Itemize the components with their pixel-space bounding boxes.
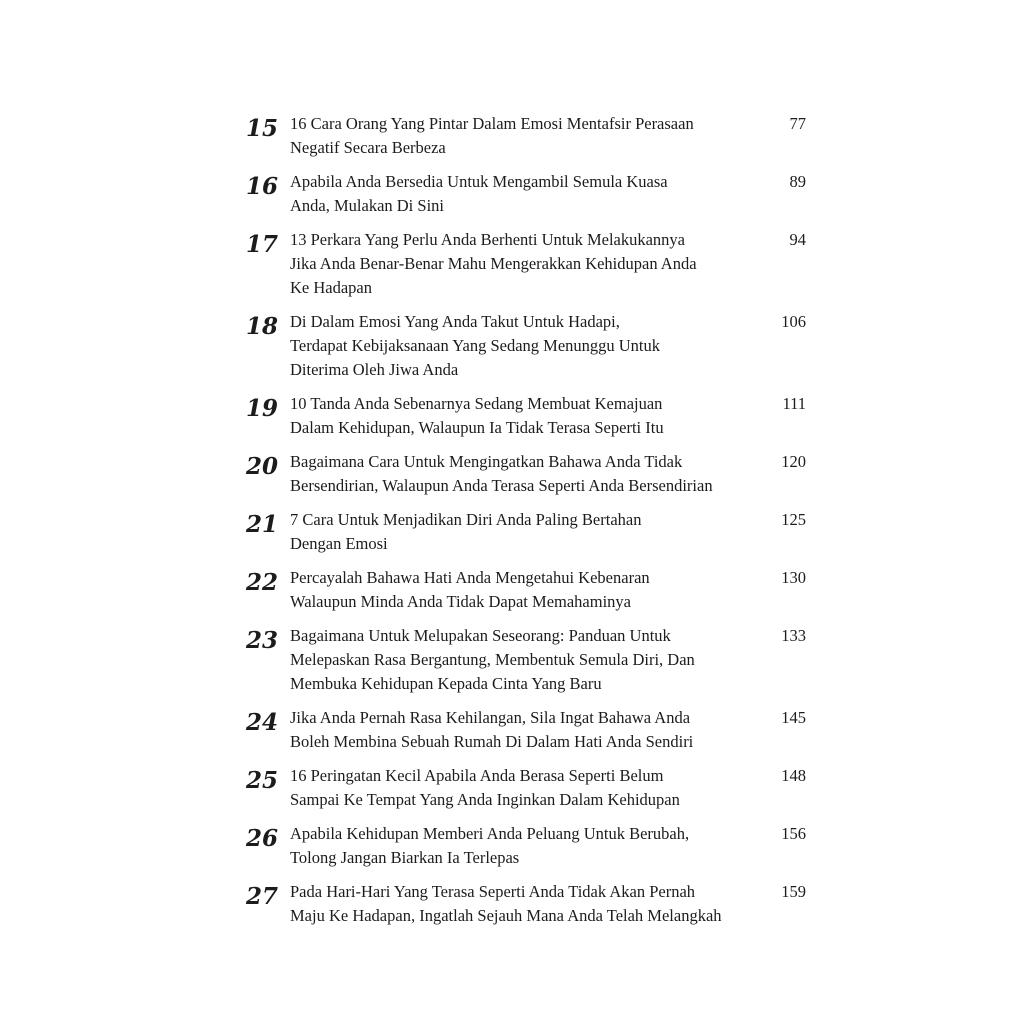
chapter-title	[290, 822, 762, 870]
chapter-title	[290, 170, 762, 218]
chapter-number: 22	[246, 569, 279, 596]
chapter-title-line: Diterima Oleh Jiwa Anda	[290, 360, 459, 379]
chapter-title	[290, 880, 762, 928]
chapter-number: 17	[246, 231, 279, 258]
page-number: 145	[781, 708, 806, 727]
chapter-title	[290, 764, 762, 812]
chapter-title-line: Anda, Mulakan Di Sini	[290, 196, 444, 215]
page-number: 133	[781, 626, 806, 645]
chapter-title-line: 16 Peringatan Kecil Apabila Anda Berasa Seperti Belum	[290, 766, 664, 785]
page-number: 94	[789, 230, 806, 249]
chapter-title-line: Apabila Anda Bersedia Untuk Mengambil Semula Kuasa	[290, 172, 668, 191]
toc-entry-27	[246, 880, 806, 928]
toc-entry-25	[246, 764, 806, 812]
chapter-number: 16	[246, 173, 279, 200]
toc-entry-21	[246, 508, 806, 556]
toc-entry-23	[246, 624, 806, 696]
chapter-title-line: Dengan Emosi	[290, 534, 388, 553]
chapter-title	[290, 392, 762, 440]
chapter-title-line: Bagaimana Cara Untuk Mengingatkan Bahawa Anda Tidak	[290, 452, 683, 471]
chapter-number: 18	[246, 313, 279, 340]
chapter-title-line: 16 Cara Orang Yang Pintar Dalam Emosi Mentafsir Perasaan	[290, 114, 694, 133]
chapter-number: 19	[246, 395, 279, 422]
chapter-title-line: Apabila Kehidupan Memberi Anda Peluang Untuk Berubah,	[290, 824, 690, 843]
toc-entry-24	[246, 706, 806, 754]
chapter-title	[290, 624, 762, 696]
toc-entry-17	[246, 228, 806, 300]
chapter-title-line: Dalam Kehidupan, Walaupun Ia Tidak Terasa Seperti Itu	[290, 418, 664, 437]
chapter-number: 26	[246, 825, 279, 852]
chapter-title	[290, 566, 762, 614]
page-number: 89	[789, 172, 806, 191]
chapter-number: 21	[246, 511, 279, 538]
page-number: 77	[789, 114, 806, 133]
page-number: 148	[781, 766, 806, 785]
chapter-number: 20	[246, 453, 279, 480]
table-of-contents	[246, 112, 806, 938]
chapter-number: 15	[246, 115, 279, 142]
chapter-title-line: 10 Tanda Anda Sebenarnya Sedang Membuat Kemajuan	[290, 394, 663, 413]
page-number: 111	[782, 394, 806, 413]
chapter-title-line: Bagaimana Untuk Melupakan Seseorang: Panduan Untuk	[290, 626, 671, 645]
chapter-title-line: Tolong Jangan Biarkan Ia Terlepas	[290, 848, 520, 867]
chapter-title	[290, 112, 762, 160]
page-number: 159	[781, 882, 806, 901]
chapter-title-line: Melepaskan Rasa Bergantung, Membentuk Semula Diri, Dan	[290, 650, 695, 669]
chapter-title	[290, 450, 762, 498]
chapter-title-line: 7 Cara Untuk Menjadikan Diri Anda Paling Bertahan	[290, 510, 642, 529]
toc-entry-26	[246, 822, 806, 870]
chapter-title-line: Walaupun Minda Anda Tidak Dapat Memahaminya	[290, 592, 631, 611]
toc-entry-16	[246, 170, 806, 218]
page-number: 130	[781, 568, 806, 587]
chapter-title-line: Membuka Kehidupan Kepada Cinta Yang Baru	[290, 674, 602, 693]
chapter-number: 27	[246, 883, 279, 910]
chapter-title-line: 13 Perkara Yang Perlu Anda Berhenti Untuk Melakukannya	[290, 230, 686, 249]
chapter-title	[290, 310, 762, 382]
chapter-title-line: Sampai Ke Tempat Yang Anda Inginkan Dalam Kehidupan	[290, 790, 680, 809]
toc-entry-15	[246, 112, 806, 160]
chapter-title	[290, 508, 762, 556]
toc-entry-18	[246, 310, 806, 382]
chapter-title	[290, 706, 762, 754]
toc-entry-20	[246, 450, 806, 498]
page-number: 120	[781, 452, 806, 471]
toc-entry-22	[246, 566, 806, 614]
chapter-number: 25	[246, 767, 279, 794]
chapter-title-line: Percayalah Bahawa Hati Anda Mengetahui Kebenaran	[290, 568, 650, 587]
chapter-title-line: Jika Anda Benar-Benar Mahu Mengerakkan Kehidupan Anda	[290, 254, 697, 273]
page-number: 156	[781, 824, 806, 843]
chapter-title-line: Bersendirian, Walaupun Anda Terasa Seperti Anda Bersendirian	[290, 476, 713, 495]
chapter-title-line: Terdapat Kebijaksanaan Yang Sedang Menunggu Untuk	[290, 336, 661, 355]
chapter-title-line: Jika Anda Pernah Rasa Kehilangan, Sila Ingat Bahawa Anda	[290, 708, 691, 727]
chapter-title	[290, 228, 762, 300]
chapter-title-line: Maju Ke Hadapan, Ingatlah Sejauh Mana Anda Telah Melangkah	[290, 906, 722, 925]
toc-entry-19	[246, 392, 806, 440]
chapter-title-line: Ke Hadapan	[290, 278, 373, 297]
page-number: 106	[781, 312, 806, 331]
chapter-number: 23	[246, 627, 279, 654]
chapter-title-line: Di Dalam Emosi Yang Anda Takut Untuk Hadapi,	[290, 312, 620, 331]
page-number: 125	[781, 510, 806, 529]
chapter-title-line: Pada Hari-Hari Yang Terasa Seperti Anda Tidak Akan Pernah	[290, 882, 696, 901]
chapter-title-line: Boleh Membina Sebuah Rumah Di Dalam Hati Anda Sendiri	[290, 732, 694, 751]
chapter-number: 24	[246, 709, 279, 736]
chapter-title-line: Negatif Secara Berbeza	[290, 138, 446, 157]
